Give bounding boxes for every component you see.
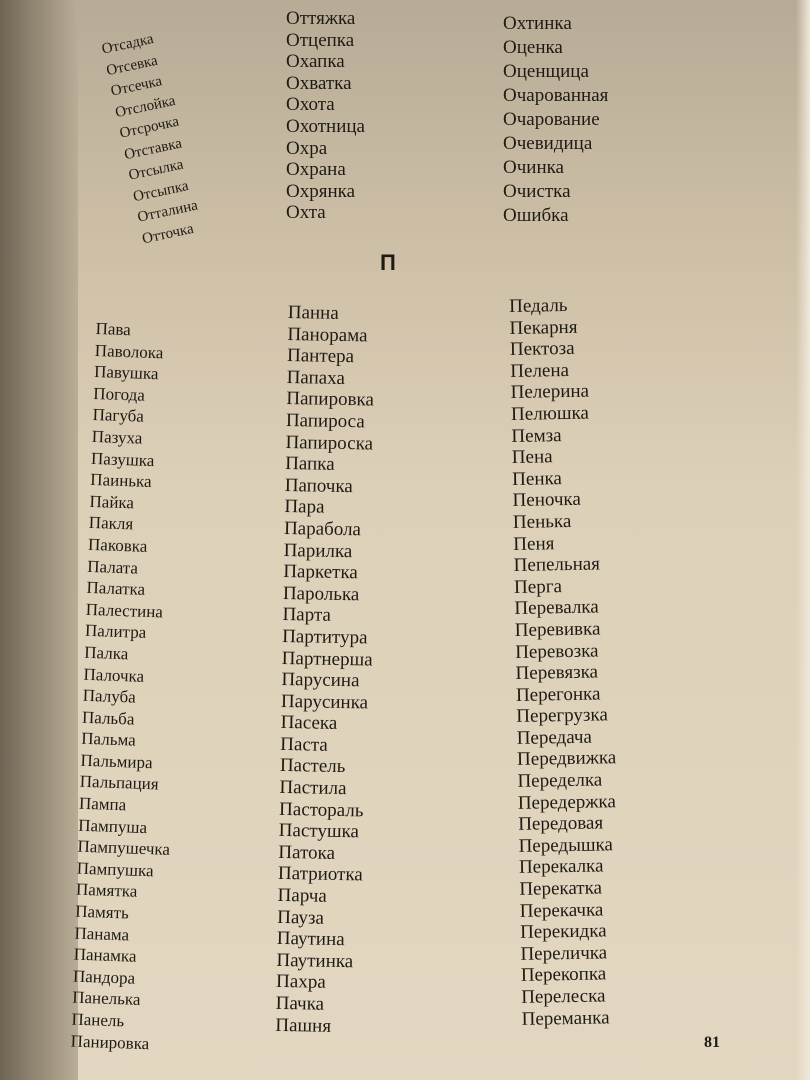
bottom-right-column	[509, 294, 621, 1030]
word-entry: Пава	[95, 318, 132, 340]
word-entry: Пачка	[275, 992, 325, 1015]
word-entry: Папочка	[284, 474, 353, 497]
word-entry: Отслойка	[113, 92, 177, 121]
word-entry: Пазуха	[91, 426, 143, 448]
word-entry: Ошибка	[503, 205, 569, 226]
word-entry: Передвижка	[516, 747, 617, 771]
book-spine-shadow	[0, 0, 78, 1080]
word-entry: Перекидка	[519, 920, 607, 944]
word-entry: Педаль	[509, 294, 568, 317]
word-entry: Пелена	[510, 359, 570, 382]
word-entry: Павушка	[93, 362, 159, 384]
word-entry: Пальпация	[79, 772, 159, 794]
word-entry: Пауза	[277, 906, 325, 929]
word-entry: Пепельная	[513, 553, 601, 577]
word-entry: Отставка	[122, 134, 184, 163]
word-entry: Патриотка	[277, 863, 363, 886]
word-entry: Пеня	[513, 532, 555, 555]
word-entry: Пелерина	[510, 380, 590, 404]
word-entry: Пекарня	[509, 316, 578, 339]
word-entry: Папироска	[285, 431, 374, 455]
word-entry: Отцепка	[286, 29, 355, 51]
word-entry: Отточка	[140, 220, 195, 247]
word-entry: Пантера	[286, 345, 355, 368]
word-entry: Перевалка	[514, 596, 599, 620]
word-entry: Папировка	[286, 388, 375, 411]
word-entry: Отсечка	[109, 73, 164, 100]
word-entry: Парча	[277, 884, 327, 907]
word-entry: Папаха	[286, 366, 346, 389]
word-entry: Оттяжка	[286, 8, 356, 29]
word-entry: Партитура	[281, 625, 368, 649]
word-entry: Пахра	[275, 971, 326, 994]
word-entry: Перга	[513, 575, 563, 598]
word-entry: Паролька	[282, 582, 360, 606]
word-entry: Папироса	[285, 409, 365, 433]
word-entry: Памятка	[75, 880, 138, 902]
word-entry: Передовая	[518, 812, 604, 836]
word-entry: Перекачка	[519, 899, 604, 922]
page-number: 81	[704, 1034, 720, 1051]
bottom-left-column	[70, 318, 188, 1055]
word-entry: Пальма	[80, 729, 137, 750]
word-entry: Пальба	[81, 707, 135, 729]
word-entry: Пастила	[279, 776, 347, 800]
word-entry: Перекатка	[519, 877, 603, 900]
word-entry: Пашня	[275, 1014, 332, 1037]
word-entry: Пампушечка	[77, 836, 171, 860]
word-entry: Передышка	[518, 834, 614, 857]
word-entry: Отсыпка	[131, 177, 190, 205]
word-entry: Погода	[93, 383, 146, 405]
word-entry: Пена	[511, 446, 553, 469]
word-entry: Очарование	[503, 109, 600, 130]
word-entry: Партнерша	[281, 647, 373, 671]
word-entry: Парусина	[281, 669, 360, 692]
word-entry: Паутинка	[276, 949, 354, 973]
word-entry: Перевозка	[515, 639, 599, 663]
word-entry: Палуба	[82, 685, 137, 707]
word-entry: Паркетка	[283, 561, 358, 584]
word-entry: Переделка	[517, 769, 603, 792]
word-entry: Панорама	[287, 323, 368, 346]
bottom-middle-column	[275, 302, 379, 1038]
word-entry: Охрана	[286, 159, 346, 181]
word-entry: Пастель	[279, 755, 346, 778]
word-entry: Палочка	[83, 664, 145, 686]
top-middle-column	[286, 8, 365, 224]
word-entry: Охра	[286, 137, 328, 159]
word-entry: Пампа	[78, 793, 127, 815]
word-entry: Отсевка	[104, 52, 159, 79]
word-entry: Пенька	[512, 510, 572, 533]
word-entry: Переманка	[521, 1006, 610, 1030]
word-entry: Паковка	[87, 534, 148, 556]
top-right-column	[503, 12, 608, 228]
page-edge	[796, 0, 810, 1080]
word-entry: Палитра	[84, 621, 147, 643]
word-entry: Паутина	[276, 928, 345, 951]
word-entry: Пеночка	[512, 489, 582, 512]
word-entry: Пайка	[89, 491, 135, 513]
word-entry: Пагуба	[92, 405, 145, 427]
word-entry: Оценщица	[503, 61, 589, 82]
word-entry: Очинка	[503, 157, 564, 178]
word-entry: Охтинка	[503, 13, 572, 34]
word-entry: Охрянка	[286, 180, 356, 202]
word-entry: Парабола	[283, 517, 362, 541]
section-letter-heading: П	[380, 250, 396, 275]
word-entry: Охотница	[286, 115, 365, 137]
word-entry: Перекалка	[518, 855, 604, 879]
word-entry: Панель	[71, 1009, 125, 1031]
word-entry: Очевидица	[503, 133, 593, 154]
word-entry: Память	[74, 901, 130, 923]
word-entry: Отсадка	[100, 31, 156, 58]
word-entry: Парусинка	[280, 690, 369, 714]
word-entry: Перелеска	[521, 985, 606, 1008]
word-entry: Передача	[516, 726, 593, 749]
word-entry: Панама	[74, 923, 130, 945]
word-entry: Панелька	[71, 987, 141, 1010]
word-entry: Пелюшка	[510, 402, 590, 425]
word-entry: Охапка	[286, 51, 345, 73]
word-entry: Перевивка	[514, 618, 601, 641]
word-entry: Папка	[284, 453, 335, 475]
word-entry: Пара	[284, 496, 325, 519]
word-entry: Паста	[280, 733, 329, 756]
word-entry: Очарованная	[503, 85, 609, 106]
word-entry: Парилка	[283, 539, 353, 562]
word-entry: Очистка	[503, 181, 571, 202]
top-left-column	[100, 27, 204, 250]
word-entry: Передержка	[517, 790, 616, 814]
word-entry: Перевязка	[515, 661, 599, 685]
word-entry: Палка	[83, 642, 129, 664]
word-entry: Патока	[278, 841, 336, 864]
word-entry: Охта	[286, 202, 326, 224]
word-entry: Отталина	[136, 197, 200, 226]
word-entry: Пампуша	[77, 815, 148, 837]
word-entry: Пенка	[512, 467, 563, 490]
word-entry: Палата	[87, 556, 139, 578]
word-entry: Пастораль	[278, 798, 364, 822]
word-entry: Пакля	[88, 513, 134, 534]
word-entry: Отсрочка	[118, 113, 181, 142]
word-entry: Перегонка	[515, 683, 601, 706]
word-entry: Пектоза	[509, 338, 575, 361]
word-entry: Панна	[287, 302, 339, 324]
word-entry: Пасека	[280, 712, 338, 735]
word-entry: Перегрузка	[516, 704, 609, 728]
word-entry: Переличка	[520, 942, 608, 965]
word-entry: Палестина	[85, 599, 164, 622]
word-entry: Пальмира	[80, 750, 153, 773]
word-entry: Оценка	[503, 37, 563, 58]
word-entry: Пемза	[511, 424, 562, 447]
word-entry: Палатка	[86, 577, 146, 599]
word-entry: Парта	[282, 604, 332, 627]
word-entry: Пампушка	[76, 858, 154, 881]
word-entry: Панамка	[73, 944, 137, 967]
word-entry: Охота	[286, 94, 335, 116]
word-entry: Панировка	[70, 1031, 150, 1053]
word-entry: Паинька	[90, 470, 152, 492]
word-entry: Перекопка	[520, 963, 607, 987]
word-entry: Охватка	[286, 72, 352, 94]
word-entry: Пазушка	[90, 448, 155, 470]
word-entry: Пандора	[72, 966, 136, 988]
word-entry: Паволока	[94, 340, 164, 362]
word-entry: Пастушка	[278, 820, 360, 843]
word-entry: Отсылка	[127, 156, 185, 184]
